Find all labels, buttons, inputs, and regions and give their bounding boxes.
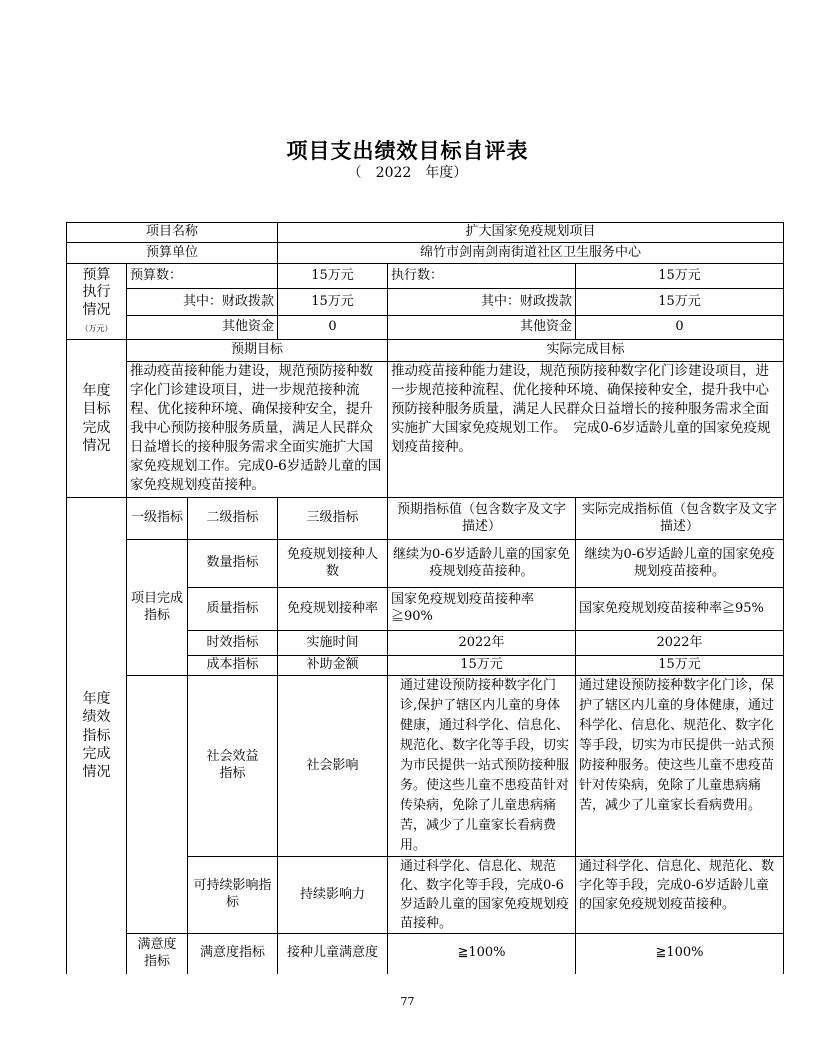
fiscal-exec-label: 其中：财政拨款: [388, 289, 576, 316]
satisfaction-level1: [127, 934, 188, 974]
satisfaction-indicator: 满意度指标: [188, 934, 278, 974]
cost-indicator: 成本指标: [188, 656, 278, 676]
social-level3: 社会影响: [278, 676, 388, 857]
fiscal-exec-value: 15万元: [576, 289, 784, 316]
sustain-level3: 持续影响力: [278, 857, 388, 934]
expected-value-header: 预期指标值（包含数字及文字描述）: [388, 498, 576, 540]
expected-goal-text: 推动疫苗接种能力建设，规范预防接种数字化门诊建设项目，进一步规范接种流程、优化接种环境、确保接种安全，提升我中心预防接种服务质量，满足人民群众日益增长的接种服务需求全面实施扩大国家免疫规划工作。完成0-6岁适龄儿童的国家免疫规划疫苗接种。: [127, 362, 388, 498]
budget-unit-value: 绵竹市剑南剑南街道社区卫生服务中心: [278, 243, 784, 264]
timeliness-actual: 2022年: [576, 631, 784, 656]
exec-number-value: 15万元: [576, 264, 784, 289]
sustain-indicator-text: 可持续影响指标: [193, 878, 272, 910]
actual-value-header: 实际完成指标值（包含数字及文字描述）: [576, 498, 784, 540]
sustain-indicator: [188, 857, 278, 934]
social-indicator-text: 社会效益指标: [206, 749, 259, 781]
satisfaction-expected: ≧100%: [388, 934, 576, 974]
level3-header: 三级指标: [278, 498, 388, 540]
cost-actual: 15万元: [576, 656, 784, 676]
quality-expected: 国家免疫规划疫苗接种率≧90%: [388, 588, 576, 631]
budget-number-label: 预算数：: [127, 264, 278, 289]
annual-goal-text: 年度目标完成情况: [82, 383, 111, 454]
satisfaction-actual: ≧100%: [576, 934, 784, 974]
sustain-expected: 通过科学化、信息化、规范化、数字化等手段，完成0-6岁适龄儿童的国家免疫规划疫苗接种。: [388, 857, 576, 934]
satisfaction-level1-text: 满意度指标: [137, 936, 177, 969]
other-exec-value: 0: [576, 316, 784, 340]
timeliness-indicator: 时效指标: [188, 631, 278, 656]
quantity-actual: 继续为0-6岁适龄儿童的国家免疫规划疫苗接种。: [576, 540, 784, 588]
quantity-indicator: 数量指标: [188, 540, 278, 588]
actual-goal-text: 推动疫苗接种能力建设，规范预防接种数字化门诊建设项目，进一步规范接种流程、优化接种环境、确保接种安全，提升我中心预防接种服务质量，满足人民群众日益增长的接种服务需求全面实施扩大国家免疫规划工作。 完成0-6岁适龄儿童的国家免疫规划疫苗接种。: [388, 362, 784, 498]
budget-unit-label: 预算单位: [67, 243, 278, 264]
fiscal-budget-value: 15万元: [278, 289, 388, 316]
indicators-text: 年度绩效指标完成情况: [82, 691, 111, 781]
quality-actual: 国家免疫规划疫苗接种率≧95%: [576, 588, 784, 631]
other-exec-label: 其他资金: [388, 316, 576, 340]
expected-goal-header: 预期目标: [127, 340, 388, 362]
quality-level3: 免疫规划接种率: [278, 588, 388, 631]
social-expected: 通过建设预防接种数字化门诊,保护了辖区内儿童的身体健康，通过科学化、信息化、规范化、数字化等手段，切实为市民提供一站式预防接种服务。使这些儿童不患疫苗针对传染病，免除了儿童患病痛苦，减少了儿童家长看病费用。: [388, 676, 576, 857]
cost-level3: 补助金额: [278, 656, 388, 676]
budget-number-value: 15万元: [278, 264, 388, 289]
quality-indicator: 质量指标: [188, 588, 278, 631]
other-budget-label: 其他资金: [127, 316, 278, 340]
budget-exec-text: 预算执行情况: [82, 266, 111, 318]
year-subtitle: （ 2022 年度）: [347, 165, 468, 181]
page-number: 77: [400, 995, 415, 1008]
budget-exec-unit: （万元）: [80, 324, 113, 333]
cost-expected: 15万元: [388, 656, 576, 676]
other-budget-value: 0: [278, 316, 388, 340]
satisfaction-level3: 接种儿童满意度: [278, 934, 388, 974]
social-actual: 通过建设预防接种数字化门诊，保护了辖区内儿童的身体健康，通过科学化、信息化、规范化、数字化等手段，切实为市民提供一站式预防接种服务。使这些儿童不患疫苗针对传染病，免除了儿童患病痛苦，减少了儿童家长看病费用。: [576, 676, 784, 857]
sustain-actual: 通过科学化、信息化、规范化、数字化等手段，完成0-6岁适龄儿童的国家免疫规划疫苗接种。: [576, 857, 784, 934]
level2-header: 二级指标: [188, 498, 278, 540]
project-completion-label: 项目完成指标: [127, 540, 188, 676]
social-indicator: [188, 676, 278, 857]
timeliness-level3: 实施时间: [278, 631, 388, 656]
timeliness-expected: 2022年: [388, 631, 576, 656]
fiscal-budget-label: 其中：财政拨款: [127, 289, 278, 316]
project-name-value: 扩大国家免疫规划项目: [278, 223, 784, 243]
level1-header: 一级指标: [127, 498, 188, 540]
actual-goal-header: 实际完成目标: [388, 340, 784, 362]
page-title: 项目支出绩效目标自评表: [286, 138, 529, 163]
exec-number-label: 执行数：: [388, 264, 576, 289]
indicators-label: [67, 498, 127, 974]
benefit-level1-blank: [127, 676, 188, 934]
budget-exec-label: [67, 264, 127, 340]
project-name-label: 项目名称: [67, 223, 278, 243]
annual-goal-label: [67, 340, 127, 498]
performance-table: [66, 222, 784, 974]
quantity-expected: 继续为0-6岁适龄儿童的国家免疫规划疫苗接种。: [388, 540, 576, 588]
quantity-level3: 免疫规划接种人数: [278, 540, 388, 588]
